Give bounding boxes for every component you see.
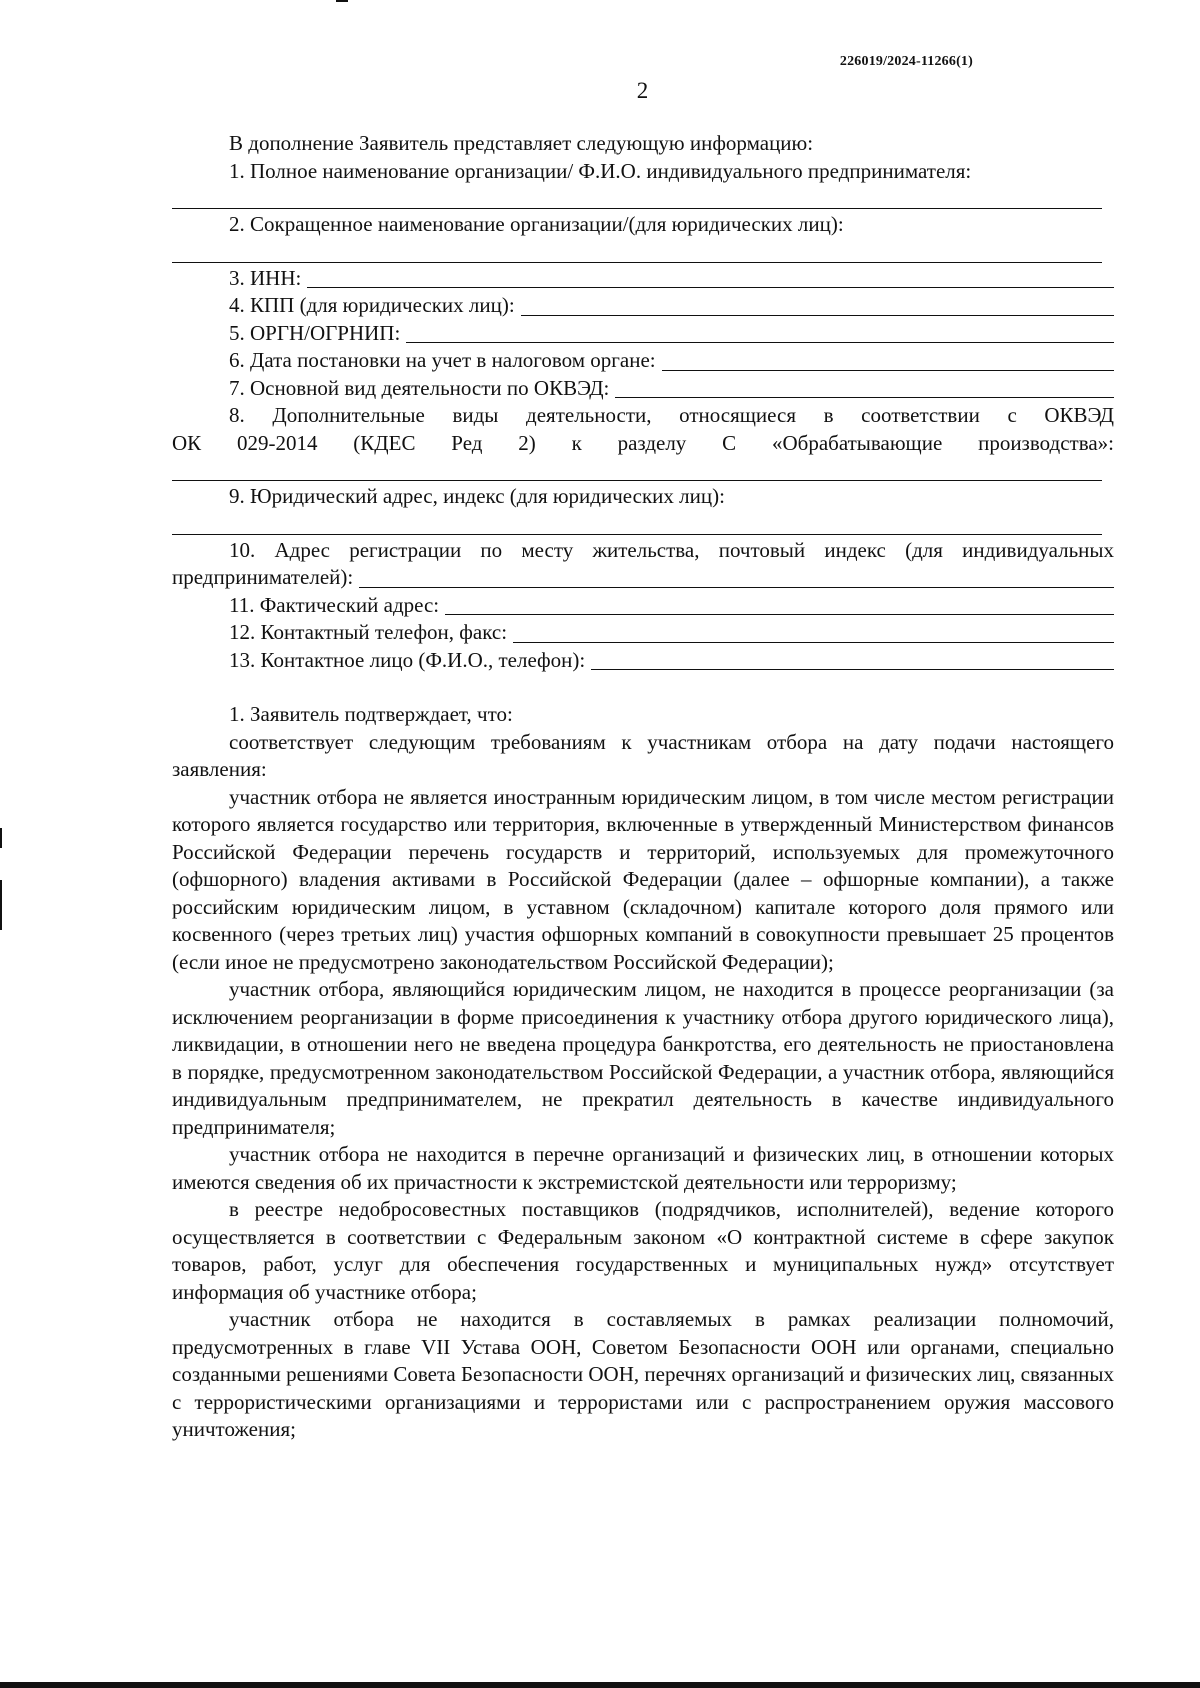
field-6-blank[interactable] — [662, 350, 1114, 371]
paragraph-un-sanctions: участник отбора не находится в составляемых в рамках реализации полномочий, предусмотренных в главе VII Устава ООН, Советом Безопасности ООН или органами, специально созданными решениями Совета Безопасности ООН, перечнях организаций и физических лиц, связанных с террористическими организациями и террористами или с распространением оружия массового уничтожения; — [172, 1307, 1115, 1441]
scan-artifact-bottom — [0, 1682, 1200, 1688]
document-number: 226019/2024-11266(1) — [839, 54, 973, 69]
field-7-row — [172, 375, 1114, 403]
confirm-heading: 1. Заявитель подтверждает, что: — [229, 702, 513, 726]
field-2-label: 2. Сокращенное наименование организации/(для юридических лиц): — [229, 212, 844, 236]
field-5-row — [172, 320, 1114, 348]
field-5-blank[interactable] — [406, 322, 1114, 343]
field-10-label-line2: предпринимателей): — [172, 565, 354, 589]
field-13-blank[interactable] — [591, 649, 1114, 670]
field-13-row — [172, 647, 1114, 675]
paragraph-requirements: соответствует следующим требованиям к участникам отбора на дату подачи настоящего заявления: — [172, 729, 1114, 781]
field-3-blank[interactable] — [307, 267, 1114, 288]
field-7-blank[interactable] — [615, 377, 1114, 398]
field-9-blank[interactable] — [172, 507, 1102, 535]
scan-artifact-left-2 — [0, 880, 2, 930]
paragraph-offshore: участник отбора не является иностранным юридическим лицом, в том числе местом регистрации которого является государство или территория, включенные в утвержденный Министерством финансов Российской Федерации перечень государств и территорий, используемых для промежуточного (офшорного) владения активами в Российской Федерации (далее – офшорные компании), а также российским юридическим лицом, в уставном (складочном) капитале которого доля прямого или косвенного (через третьих лиц) участия офшорных компаний в совокупности превышает 25 процентов (если иное не предусмотрено законодательством Российской Федерации); — [172, 784, 1114, 974]
field-12-label: 12. Контактный телефон, факс: — [229, 620, 508, 644]
intro-text: В дополнение Заявитель представляет следующую информацию: — [229, 131, 814, 155]
field-9-label: 9. Юридический адрес, индекс (для юридических лиц): — [229, 484, 725, 508]
scan-artifact-top — [336, 0, 348, 2]
field-12-row — [172, 619, 1114, 647]
field-11-blank[interactable] — [445, 594, 1114, 615]
field-10-blank[interactable] — [359, 567, 1114, 588]
field-1-blank[interactable] — [172, 181, 1102, 209]
field-6-row — [172, 347, 1114, 375]
field-13-label: 13. Контактное лицо (Ф.И.О., телефон): — [229, 647, 586, 672]
field-8-blank[interactable] — [172, 453, 1102, 481]
field-4-label: 4. КПП (для юридических лиц): — [229, 293, 515, 317]
field-8-label-line1: 8. Дополнительные виды деятельности, относящиеся в соответствии с ОКВЭД — [229, 403, 1114, 427]
field-11-row — [172, 592, 1114, 620]
field-4-blank[interactable] — [521, 295, 1114, 316]
field-1-label: 1. Полное наименование организации/ Ф.И.О. индивидуального предпринимателя: — [229, 158, 972, 183]
field-5-label: 5. ОРГН/ОГРНИП: — [229, 320, 401, 345]
field-10-label-line1: 10. Адрес регистрации по месту жительства, почтовый индекс (для индивидуальных — [229, 537, 1114, 562]
field-7-label: 7. Основной вид деятельности по ОКВЭД: — [229, 375, 610, 400]
scan-artifact-left — [0, 828, 2, 848]
paragraph-registry: в реестре недобросовестных поставщиков (подрядчиков, исполнителей), ведение которого осуществляется в соответствии с Федеральным законом «О контрактной системе в сфере закупок товаров, работ, услуг для обеспечения государственных и муниципальных нужд» отсутствует информация об участнике отбора; — [172, 1197, 1114, 1304]
field-4-row — [172, 292, 1114, 320]
field-12-blank[interactable] — [513, 622, 1114, 643]
paragraph-reorganization: участник отбора, являющийся юридическим лицом, не находится в процессе реорганизации (за исключением реорганизации в форме присоединения к участнику отбора другого юридического лица), ликвидации, в отношении него не введена процедура банкротства, его деятельность не приостановлена в порядке, предусмотренном законодательством Российской Федерации, а участник отбора, являющийся индивидуальным предпринимателем, не прекратил деятельность в качестве индивидуального предпринимателя; — [172, 977, 1114, 1139]
section-gap — [172, 674, 1114, 701]
field-3-label: 3. ИНН: — [229, 265, 302, 290]
form-content — [172, 130, 1114, 1444]
paragraph-extremism: участник отбора не находится в перечне организаций и физических лиц, в отношении которых имеются сведения об их причастности к экстремистской деятельности или терроризму; — [172, 1142, 1114, 1194]
field-3-row — [172, 265, 1114, 293]
field-8-label-line2: ОК 029-2014 (КДЕС Ред 2) к разделу С «Обрабатывающие производства»: — [172, 430, 1114, 455]
field-6-label: 6. Дата постановки на учет в налоговом органе: — [229, 348, 656, 372]
field-10-row — [172, 564, 1114, 592]
field-2-blank[interactable] — [172, 235, 1102, 263]
field-11-label: 11. Фактический адрес: — [229, 592, 440, 617]
page-number: 2 — [636, 78, 649, 103]
